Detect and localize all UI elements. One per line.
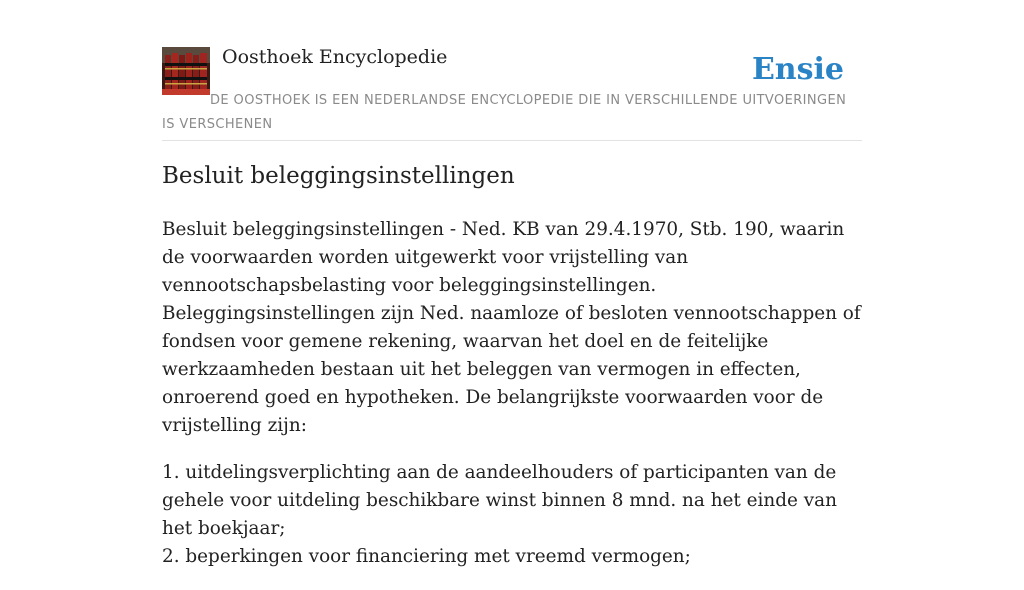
article-title: Besluit beleggingsinstellingen — [162, 163, 515, 189]
article-body — [162, 216, 862, 590]
condition-item: 2. beperkingen voor financiering met vreemd vermogen; — [162, 546, 691, 567]
conditions-list — [162, 459, 862, 571]
condition-item: 1. uitdelingsverplichting aan de aandeelhouders of participanten van de gehele voor uitdeling beschikbare winst binnen 8 mnd. na het einde van het boekjaar; — [162, 462, 837, 539]
books-icon — [162, 47, 210, 95]
site-title[interactable]: Oosthoek Encyclopedie — [222, 46, 448, 68]
site-header — [162, 0, 862, 141]
ensie-logo-link[interactable]: Ensie — [751, 52, 844, 87]
site-tagline: DE OOSTHOEK IS EEN NEDERLANDSE ENCYCLOPEDIE DIE IN VERSCHILLENDE UITVOERINGEN IS VERSCHENEN — [162, 93, 847, 132]
encyclopedia-books-avatar[interactable] — [162, 47, 210, 95]
article-paragraph: Besluit beleggingsinstellingen - Ned. KB van 29.4.1970, Stb. 190, waarin de voorwaarden worden uitgewerkt voor vrijstelling van vennootschapsbelasting voor beleggingsinstellingen. Beleggingsinstellingen zijn Ned. naamloze of besloten vennootschappen of fondsen voor gemene rekening, waarvan het doel en de feitelijke werkzaamheden bestaan uit het beleggen van vermogen in effecten, onroerend goed en hypotheken. De belangrijkste voorwaarden voor de vrijstelling zijn: — [162, 219, 861, 436]
